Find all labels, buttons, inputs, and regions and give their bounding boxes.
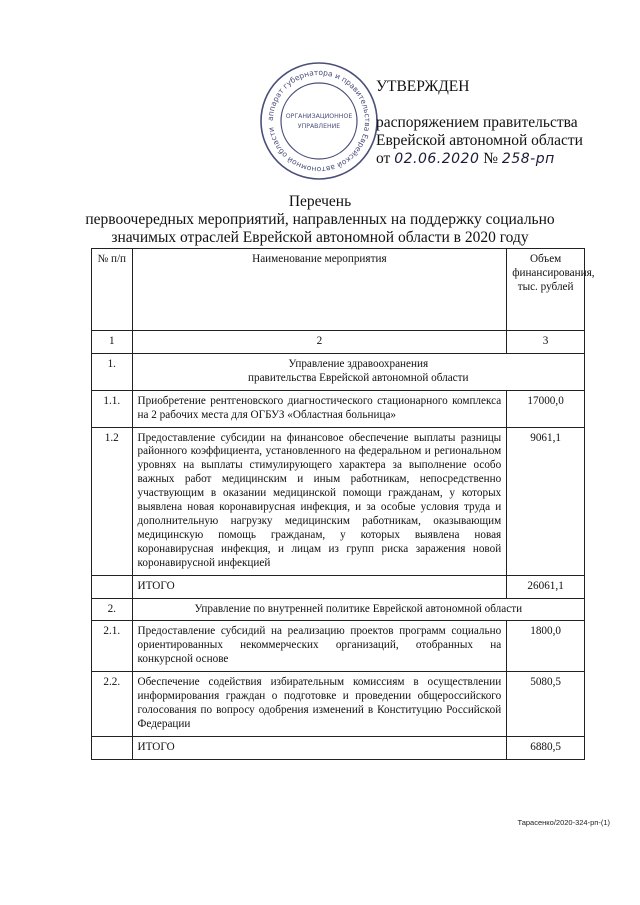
stamp-center-line2: УПРАВЛЕНИЕ [297, 123, 341, 130]
row-num: 2.2. [92, 672, 133, 737]
total-row [92, 575, 585, 598]
approval-line1: распоряжением правительства [376, 114, 578, 131]
approval-heading: УТВЕРЖДЕН [376, 78, 470, 95]
index-cell: 3 [507, 331, 585, 354]
total-label: ИТОГО [132, 575, 507, 598]
section-title: Управление по внутренней политике Еврейской автономной области [132, 598, 584, 621]
header-num: № п/п [92, 249, 133, 331]
row-amount: 1800,0 [507, 621, 585, 672]
total-label: ИТОГО [132, 736, 507, 759]
section-title [132, 353, 584, 390]
title-line3: значимых отраслей Еврейской автономной области в 2020 году [111, 229, 529, 246]
measures-table [91, 248, 595, 760]
row-name: Обеспечение содействия избирательным комиссиям в осуществлении информирования граждан о подготовке и проведении общероссийского голосования по вопросу одобрения изменений в Конституцию Российской Федерации [132, 672, 507, 737]
row-name: Предоставление субсидии на финансовое обеспечение выплаты разницы районного коэффициента, установленного на федеральном и региональном уровнях на выплаты стимулирующего характера за выполнение особо важных работ медицинским и иным работникам, непосредственно участвующим в оказании медицинской помощи гражданам, у которых выявлена новая коронавирусная инфекция, и за особые условия труда и дополнительную нагрузку медицинским работникам, оказывающим медицинскую помощь гражданам, у которых выявлена новая коронавирусная инфекция, и лицам из групп риска заражения новой коронавирусной инфекцией [132, 427, 507, 575]
total-amount: 6880,5 [507, 736, 585, 759]
index-cell: 2 [132, 331, 507, 354]
approval-block [376, 78, 606, 168]
row-num: 2.1. [92, 621, 133, 672]
row-amount: 17000,0 [507, 390, 585, 427]
approval-date: 02.06.2020 [394, 151, 480, 167]
header-name: Наименование мероприятия [132, 249, 507, 331]
approval-number: 258-рп [501, 151, 555, 167]
section-num: 1. [92, 353, 133, 390]
approval-prefix: от [376, 150, 391, 167]
row-num: 1.1. [92, 390, 133, 427]
section-num: 2. [92, 598, 133, 621]
table-row [92, 672, 585, 737]
table-row [92, 621, 585, 672]
table-index-row [92, 331, 585, 354]
row-amount: 9061,1 [507, 427, 585, 575]
svg-text:аппарат губернатора и правител [266, 68, 372, 174]
organization-stamp [258, 60, 380, 182]
title-line2: первоочередных мероприятий, направленных на поддержку социально [85, 211, 555, 228]
approval-number-sign: № [483, 150, 499, 167]
index-cell: 1 [92, 331, 133, 354]
stamp-ring-text: аппарат губернатора и правительства Еврейской автономной области [265, 67, 373, 175]
section-row [92, 353, 585, 390]
document-code: Тарасенко/2020-324-рп-(1) [517, 818, 610, 827]
table-row [92, 427, 585, 575]
total-empty [92, 736, 133, 759]
approval-date-line [376, 150, 606, 168]
approval-line2: Еврейской автономной области [376, 132, 583, 149]
section-title-line2: правительства Еврейской автономной области [248, 371, 469, 384]
row-name: Предоставление субсидий на реализацию проектов программ социально ориентированных некоммерческих организаций, отобранных на конкурсной основе [132, 621, 507, 672]
document-title [60, 193, 580, 247]
table-row [92, 390, 585, 427]
total-empty [92, 575, 133, 598]
stamp-center-line1: ОРГАНИЗАЦИОННОЕ [285, 113, 353, 120]
section-title-line1: Управление здравоохранения [288, 357, 429, 370]
title-line1: Перечень [288, 193, 352, 210]
row-num: 1.2 [92, 427, 133, 575]
section-row [92, 598, 585, 621]
total-amount: 26061,1 [507, 575, 585, 598]
row-amount: 5080,5 [507, 672, 585, 737]
header-amount: Объем финансирования, тыс. рублей [507, 249, 585, 331]
table-header-row [92, 249, 585, 331]
total-row [92, 736, 585, 759]
row-name: Приобретение рентгеновского диагностического стационарного комплекса на 2 рабочих места для ОГБУЗ «Областная больница» [132, 390, 507, 427]
